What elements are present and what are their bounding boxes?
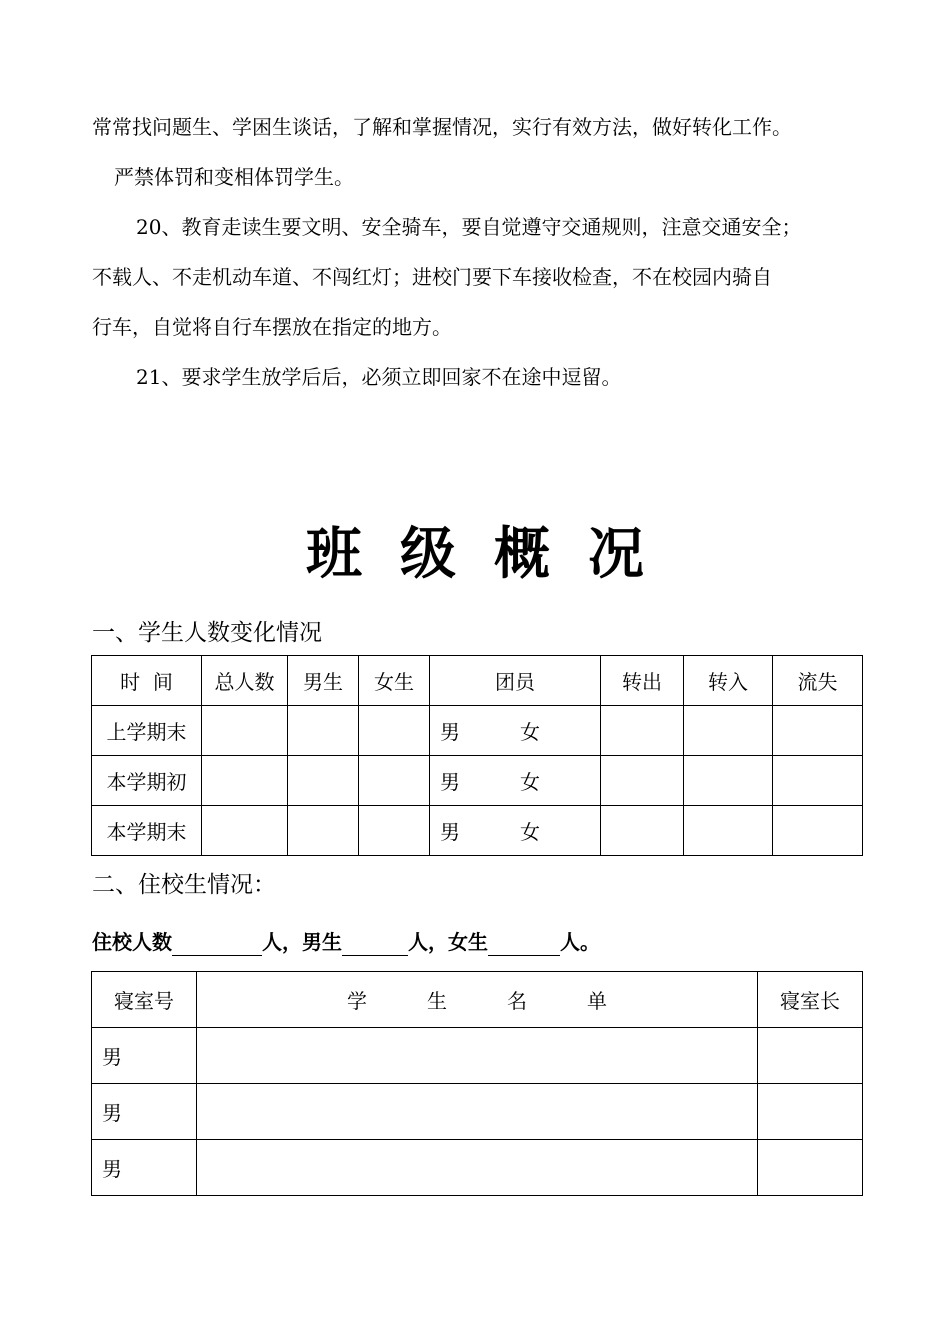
dormitory-table <box>91 971 863 1196</box>
cell-male[interactable] <box>288 706 359 756</box>
cell-female[interactable] <box>359 706 430 756</box>
section2-heading: 二、住校生情况： <box>92 872 276 898</box>
table-row <box>92 1140 863 1196</box>
row-period-label: 本学期初 <box>92 756 202 806</box>
cell-male[interactable] <box>288 756 359 806</box>
header-cell-transfer-out: 转出 <box>601 656 684 706</box>
league-female-label: 女 <box>520 770 540 794</box>
cell-transfer-out[interactable] <box>601 756 684 806</box>
header-cell-time: 时 间 <box>92 656 202 706</box>
student-count-table <box>91 655 863 856</box>
table-row <box>92 756 863 806</box>
boarding-male-unit: 人，女生 <box>408 930 488 954</box>
cell-room-number[interactable]: 男 <box>92 1084 197 1140</box>
boarding-total-blank[interactable] <box>172 933 262 956</box>
paragraph-20-line1: 20、教育走读生要文明、安全骑车，要自觉遵守交通规则，注意交通安全； <box>136 215 802 239</box>
table-row <box>92 706 863 756</box>
cell-male[interactable] <box>288 806 359 856</box>
cell-dropout[interactable] <box>773 806 863 856</box>
table-row <box>92 1084 863 1140</box>
league-male-label: 男 <box>440 720 460 744</box>
header-cell-student-list: 学生名单 <box>197 972 758 1028</box>
cell-female[interactable] <box>359 806 430 856</box>
table-header-row <box>92 656 863 706</box>
boarding-total-unit: 人，男生 <box>262 930 342 954</box>
boarding-female-blank[interactable] <box>488 933 560 956</box>
cell-transfer-out[interactable] <box>601 706 684 756</box>
paragraph-20-line3: 行车，自觉将自行车摆放在指定的地方。 <box>92 315 452 339</box>
cell-student-list[interactable] <box>197 1028 758 1084</box>
cell-transfer-in[interactable] <box>684 706 773 756</box>
header-cell-dropout: 流失 <box>773 656 863 706</box>
cell-room-leader[interactable] <box>758 1084 863 1140</box>
header-cell-room-number: 寝室号 <box>92 972 197 1028</box>
table-header-row <box>92 972 863 1028</box>
paragraph-20-line2: 不载人、不走机动车道、不闯红灯；进校门要下车接收检查，不在校园内骑自 <box>92 265 772 289</box>
league-female-label: 女 <box>520 820 540 844</box>
league-female-label: 女 <box>520 720 540 744</box>
paragraph-21: 21、要求学生放学后后，必须立即回家不在途中逗留。 <box>136 365 622 389</box>
cell-room-number[interactable]: 男 <box>92 1028 197 1084</box>
header-cell-male: 男生 <box>288 656 359 706</box>
table-row <box>92 806 863 856</box>
cell-transfer-in[interactable] <box>684 756 773 806</box>
cell-transfer-out[interactable] <box>601 806 684 856</box>
cell-student-list[interactable] <box>197 1140 758 1196</box>
paragraph-no-corporal-punishment: 严禁体罚和变相体罚学生。 <box>114 165 354 189</box>
cell-transfer-in[interactable] <box>684 806 773 856</box>
boarding-male-blank[interactable] <box>342 933 408 956</box>
row-period-label: 上学期末 <box>92 706 202 756</box>
cell-student-list[interactable] <box>197 1084 758 1140</box>
cell-league-members[interactable] <box>430 806 601 856</box>
cell-league-members[interactable] <box>430 756 601 806</box>
page-title: 班级概况 <box>306 522 682 587</box>
header-cell-league-members: 团员 <box>430 656 601 706</box>
cell-total[interactable] <box>202 806 288 856</box>
cell-dropout[interactable] <box>773 706 863 756</box>
boarding-total-label: 住校人数 <box>92 930 172 954</box>
cell-female[interactable] <box>359 756 430 806</box>
cell-room-leader[interactable] <box>758 1140 863 1196</box>
section1-heading: 一、学生人数变化情况 <box>92 620 322 646</box>
league-male-label: 男 <box>440 770 460 794</box>
header-cell-room-leader: 寝室长 <box>758 972 863 1028</box>
cell-league-members[interactable] <box>430 706 601 756</box>
boarding-female-unit: 人。 <box>560 930 600 954</box>
league-male-label: 男 <box>440 820 460 844</box>
header-cell-transfer-in: 转入 <box>684 656 773 706</box>
table-row <box>92 1028 863 1084</box>
header-cell-female: 女生 <box>359 656 430 706</box>
cell-total[interactable] <box>202 756 288 806</box>
cell-room-number[interactable]: 男 <box>92 1140 197 1196</box>
header-cell-total: 总人数 <box>202 656 288 706</box>
paragraph-problem-students: 常常找问题生、学困生谈话，了解和掌握情况，实行有效方法，做好转化工作。 <box>92 115 792 139</box>
row-period-label: 本学期末 <box>92 806 202 856</box>
cell-total[interactable] <box>202 706 288 756</box>
cell-room-leader[interactable] <box>758 1028 863 1084</box>
boarding-summary <box>92 928 600 956</box>
cell-dropout[interactable] <box>773 756 863 806</box>
